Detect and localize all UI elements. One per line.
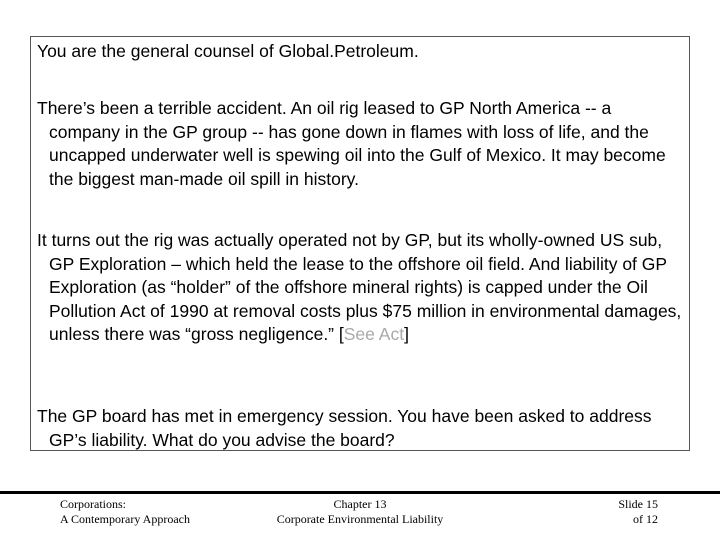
footer-chapter-line1: Chapter 13: [333, 497, 387, 511]
footer-slide-line2: of 12: [633, 512, 658, 526]
footer-course-line1: Corporations:: [60, 497, 126, 511]
footer-slide-line1: Slide 15: [618, 497, 658, 511]
intro-paragraph: You are the general counsel of Global.Petroleum.: [37, 41, 419, 61]
bracket-close: ]: [404, 324, 409, 344]
footer-slide-number: [600, 497, 658, 527]
footer-divider: [0, 491, 720, 494]
liability-text: It turns out the rig was actually operated not by GP, but its wholly-owned US sub, GP Exploration – which held the lease to the offshore oil field. And liability of GP Exploration (as “holder” of the offshore mineral rights) is capped under the Oil Pollution Act of 1990 at removal costs plus $75 million in environmental damages, unless there was “gross negligence.” [: [37, 230, 682, 344]
footer-course-line2: A Contemporary Approach: [60, 512, 190, 526]
footer-chapter: [272, 497, 448, 527]
footer-chapter-line2: Corporate Environmental Liability: [276, 512, 444, 526]
liability-paragraph: [37, 229, 684, 347]
see-act-link[interactable]: See Act: [343, 324, 405, 344]
footer-course: [60, 497, 190, 527]
question-paragraph: The GP board has met in emergency session. You have been asked to address GP’s liability. What do you advise the board?: [37, 406, 652, 450]
accident-paragraph: There’s been a terrible accident. An oil rig leased to GP North America -- a company in the GP group -- has gone down in flames with loss of life, and the uncapped underwater well is spewing oil into the Gulf of Mexico. It may become the biggest man-made oil spill in history.: [37, 98, 666, 189]
